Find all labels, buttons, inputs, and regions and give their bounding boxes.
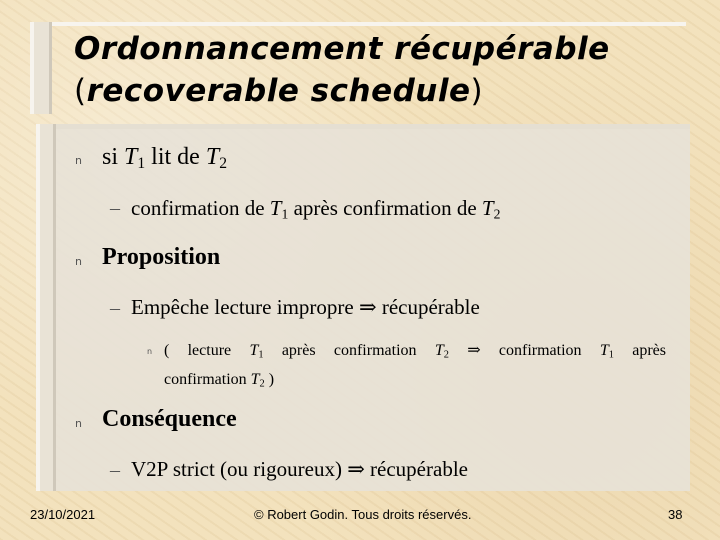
footer-date: 23/10/2021 (30, 507, 96, 522)
subsub-p2: après confirmation (263, 342, 435, 359)
item1-var-b: T (205, 144, 220, 170)
title-close-paren: ) (470, 73, 484, 109)
item2sub-post: récupérable (376, 295, 480, 319)
item1-pre: si (102, 144, 125, 170)
title-frame-left (30, 22, 52, 114)
item1sub-var-b: T (481, 196, 494, 220)
item1sub-var-a: T (269, 196, 282, 220)
subsub-s2: 2 (443, 349, 449, 361)
item1sub-pre: confirmation de (131, 196, 270, 220)
subsub-v4: T (250, 370, 260, 388)
subsub-p1: ( lecture (164, 342, 250, 359)
list-item-3: Conséquence (102, 406, 237, 432)
item1sub-sub-a: 1 (281, 206, 289, 222)
subsub-line2-pre: confirmation (164, 370, 251, 388)
item1sub-sub-b: 2 (493, 206, 501, 222)
subsub-s1: 1 (258, 349, 264, 361)
subsub-line-1 (164, 339, 666, 368)
dash-marker: – (110, 459, 120, 481)
subsub-line-2 (164, 368, 666, 397)
item1-var-a: T (124, 144, 138, 170)
title-frame-top (30, 22, 686, 26)
subsub-p3: confirmation (480, 342, 600, 359)
item1-mid: lit de (145, 144, 206, 170)
title-line-1: Ordonnancement récupérable (74, 31, 610, 67)
subsub-s3: 1 (608, 349, 614, 361)
subsub-p4: après (613, 342, 666, 359)
item1-sub-a: 1 (137, 154, 146, 172)
subsub-s4: 2 (259, 378, 265, 390)
slide-title (74, 28, 694, 112)
list-item-3-sub (131, 457, 468, 482)
item3sub-pre: V2P strict (ou rigoureux) (131, 457, 348, 481)
body-frame-left (36, 124, 56, 491)
page-number: 38 (668, 507, 683, 522)
list-item-2-sub (131, 295, 480, 320)
list-item-1 (102, 144, 227, 173)
title-line-2-text: recoverable schedule (86, 73, 471, 109)
title-open-paren: ( (74, 73, 87, 109)
implies-arrow: ⇒ (467, 342, 481, 359)
subsub-v1: T (249, 342, 259, 359)
implies-arrow: ⇒ (347, 457, 365, 481)
bullet-marker: n (147, 347, 153, 356)
subsub-v3: T (599, 342, 609, 359)
bullet-marker: n (75, 417, 82, 430)
title-line-2 (74, 70, 694, 112)
item1sub-mid: après confirmation de (288, 196, 482, 220)
subsub-v2: T (434, 342, 444, 359)
item3sub-post: récupérable (364, 457, 468, 481)
bullet-marker: n (75, 154, 82, 167)
implies-arrow: ⇒ (358, 295, 377, 319)
dash-marker: – (110, 197, 120, 219)
bullet-marker: n (75, 255, 82, 268)
footer-copyright: © Robert Godin. Tous droits réservés. (254, 507, 472, 522)
subsub-line2-post: ) (264, 370, 275, 388)
item2sub-pre: Empêche lecture impropre (131, 295, 359, 319)
list-item-2: Proposition (102, 244, 221, 270)
list-item-2-subsub (164, 339, 666, 396)
list-item-1-sub (131, 196, 500, 222)
item1-sub-b: 2 (219, 154, 227, 172)
dash-marker: – (110, 297, 120, 319)
